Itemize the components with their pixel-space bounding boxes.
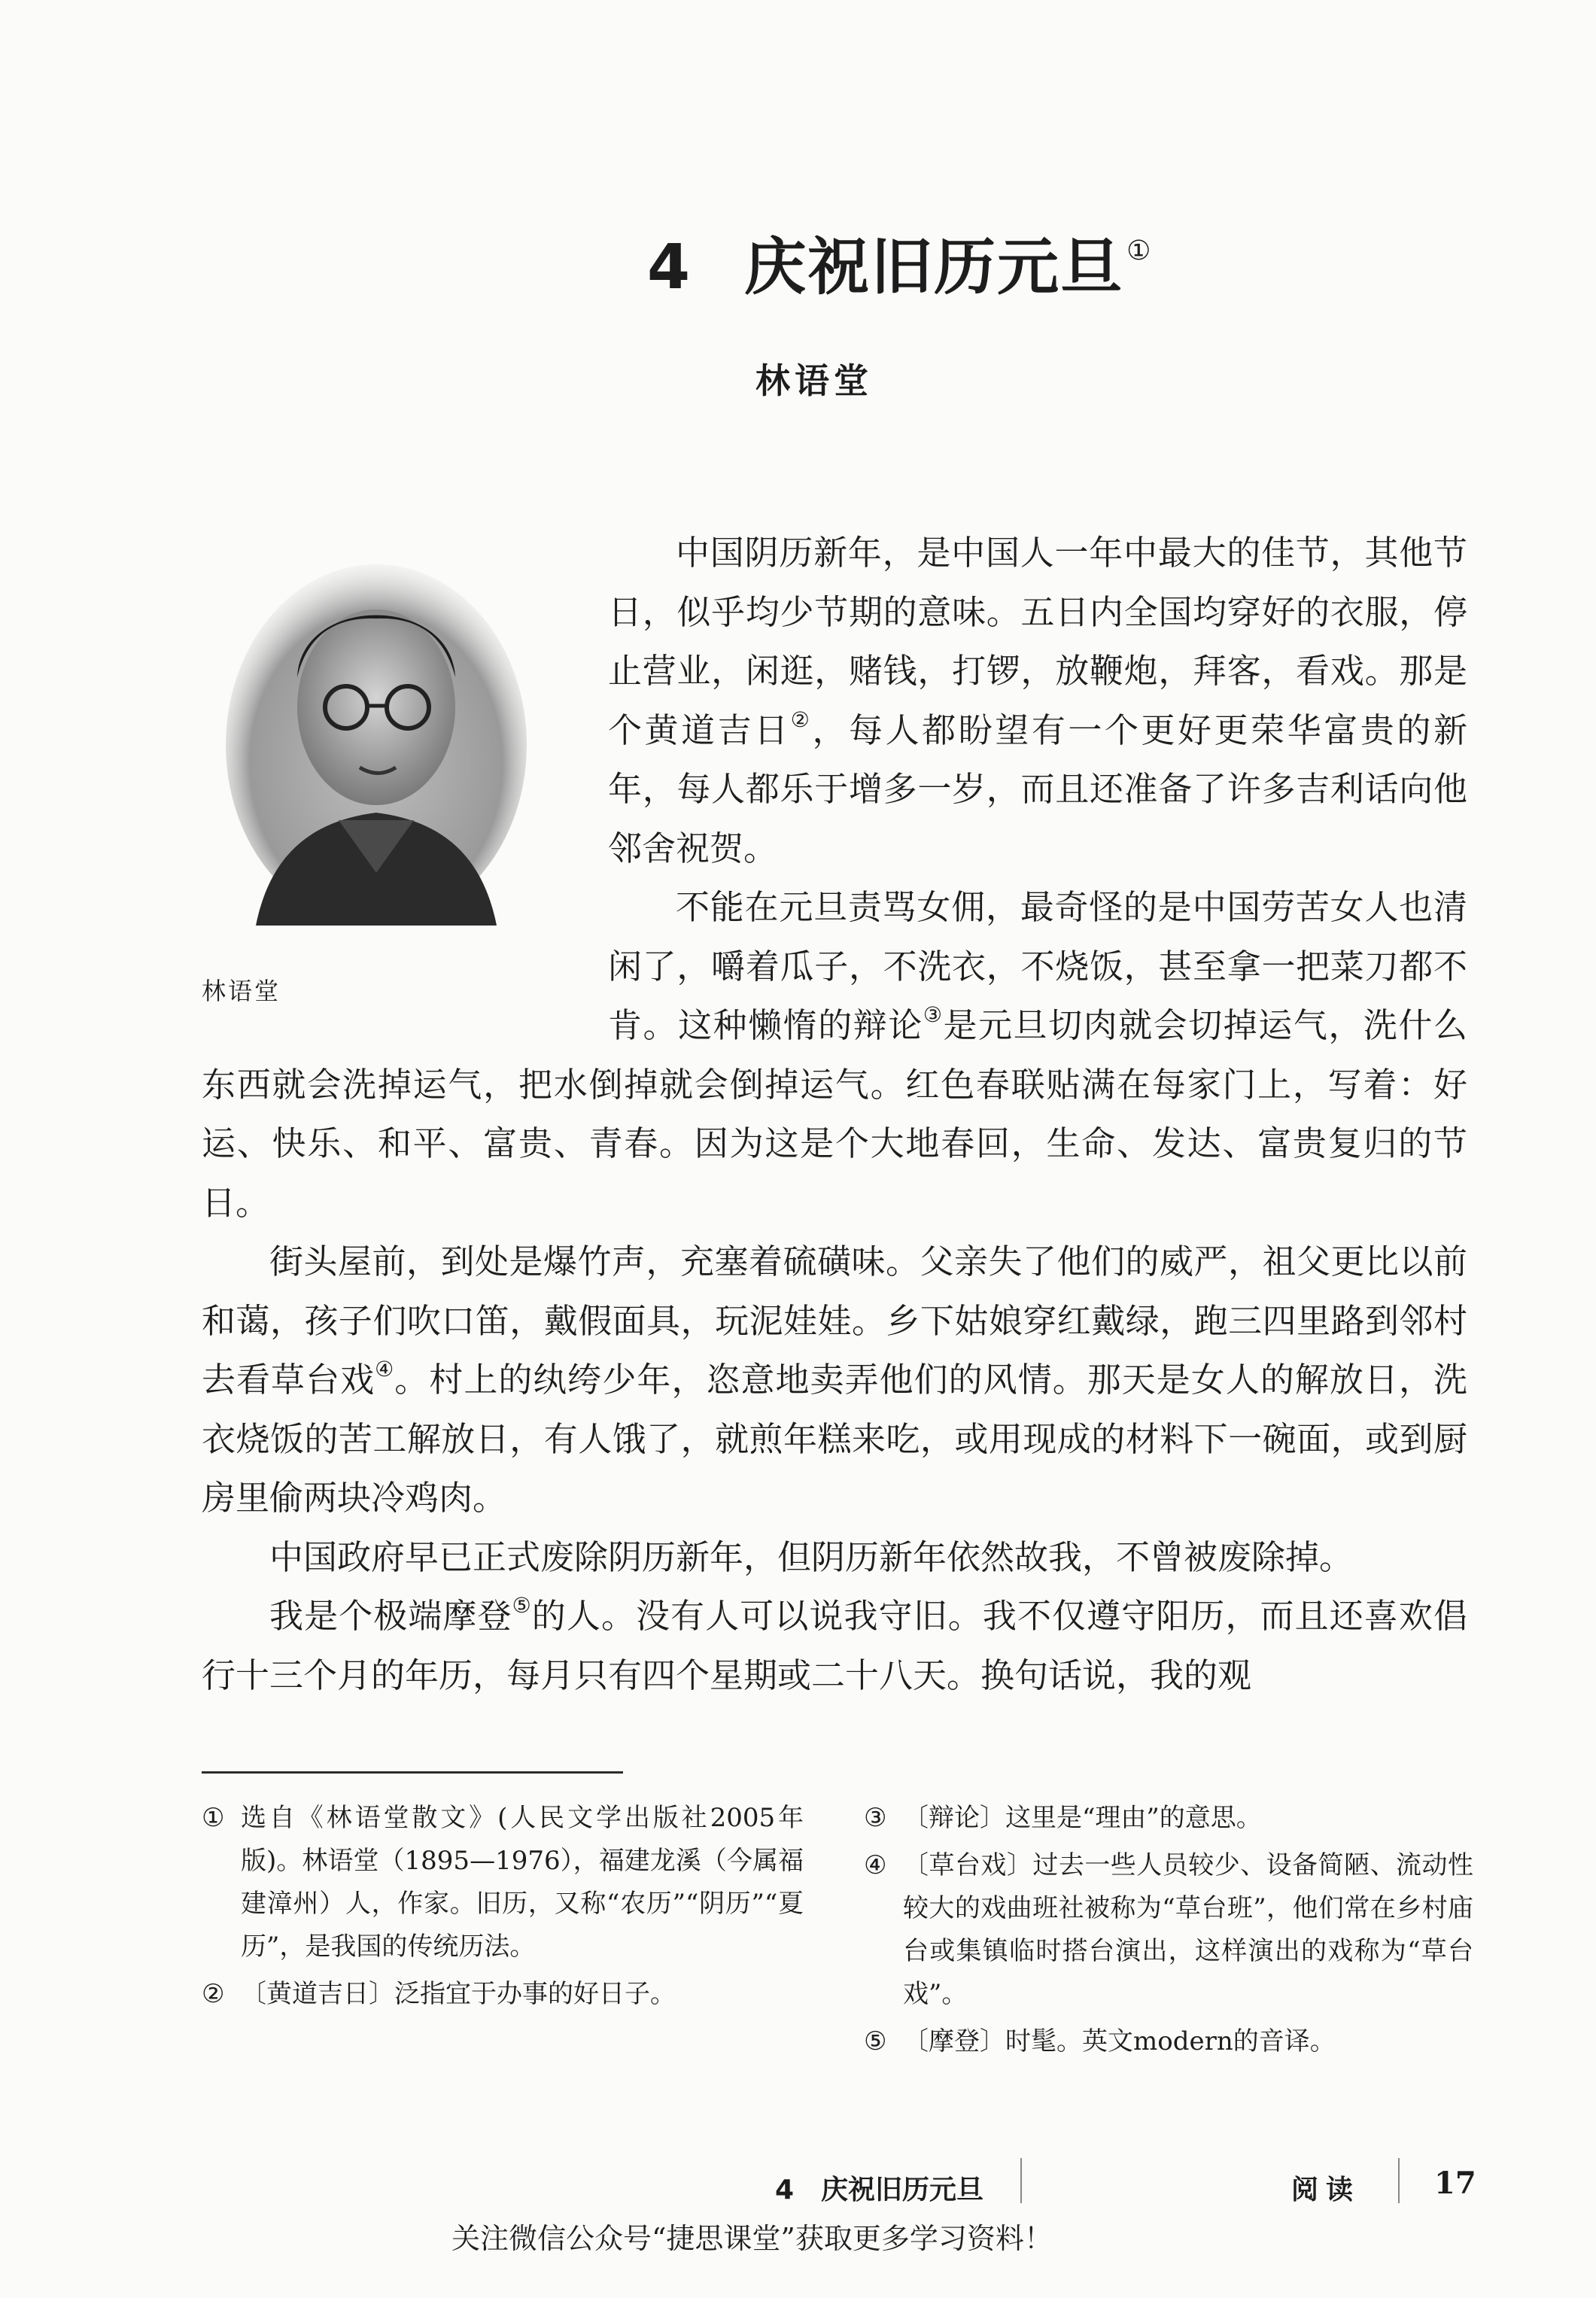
lesson-title-text: 庆祝旧历元旦 [744,232,1124,303]
page-number: 17 [1434,2166,1476,2201]
footnote: ① 选自《林语堂散文》(人民文学出版社2005年版)。林语堂（1895—1976），福建龙溪（今属福建漳州）人，作家。旧历，又称“农历”“阴历”“夏历”，是我国的传统历法。 [202,1797,804,1968]
footnote-mark: ④ [864,1850,887,1880]
footnote-rule [202,1771,623,1774]
paragraph: 街头屋前，到处是爆竹声，充塞着硫磺味。父亲失了他们的威严，祖父更比以前和蔼，孩子们吹口笛，戴假面具，玩泥娃娃。乡下姑娘穿红戴绿，跑三四里路到邻村去看草台戏④。村上的纨绔少年，恣意地卖弄他们的风情。那天是女人的解放日，洗衣烧饭的苦工解放日，有人饿了，就煎年糕来吃，或用现成的材料下一碗面，或到厨房里偷两块冷鸡肉。 [202,1242,1467,1518]
footnote-ref: ③ [923,1002,944,1027]
paragraph: 中国阴历新年，是中国人一年中最大的佳节，其他节日，似乎均少节期的意味。五日内全国均穿好的衣服，停止营业，闲逛，赌钱，打锣，放鞭炮，拜客，看戏。那是个黄道吉日②，每人都盼望有一个更好更荣华富贵的新年，每人都乐于增多一岁，而且还准备了许多吉利话向他邻舍祝贺。 [608,533,1467,868]
paragraph: 中国政府早已正式废除阴历新年，但阴历新年依然故我，不曾被废除掉。 [269,1537,1354,1577]
lesson-number: 4 [647,232,692,303]
portrait-float-space [202,524,608,1050]
footnote: ⑤ 〔摩登〕时髦。英文modern的音译。 [864,2020,1473,2063]
lesson-title [647,218,1152,306]
running-footer-chapter: 4 庆祝旧历元旦 [775,2175,984,2205]
footnote-ref: ⑤ [512,1593,532,1618]
footnote-mark: ③ [864,1803,887,1833]
running-footer-section: 阅读 [1291,2174,1361,2205]
footnotes-left [202,1797,804,2020]
author-name: 林语堂 [755,360,873,401]
paragraph: 我是个极端摩登⑤的人。没有人可以说我守旧。我不仅遵守阳历，而且还喜欢倡行十三个月的年历，每月只有四个星期或二十八天。换句话说，我的观 [202,1593,1467,1695]
paragraph: 不能在元旦责骂女佣，最奇怪的是中国劳苦女人也清闲了，嚼着瓜子，不洗衣，不烧饭，甚至拿一把菜刀都不肯。这种懒惰的辩论③是元旦切肉就会切掉运气，洗什么东西就会洗掉运气，把水倒掉就会倒掉运气。红色春联贴满在每家门上，写着：好运、快乐、和平、富贵、青春。因为这是个大地春回，生命、发达、富贵复归的节日。 [202,887,1467,1223]
footnote: ③ 〔辩论〕这里是“理由”的意思。 [864,1797,1473,1840]
portrait-caption: 林语堂 [202,977,281,1005]
footnote: ② 〔黄道吉日〕泛指宜于办事的好日子。 [202,1973,804,2016]
article-body [202,524,1467,1705]
footer-divider [1020,2158,1022,2203]
footnotes-right [864,1797,1473,2068]
footnote-ref: ④ [375,1357,395,1382]
footer-divider [1398,2158,1400,2203]
footnote-mark: ① [202,1803,225,1833]
footnote-ref: ② [790,707,813,732]
footnote-mark: ⑤ [864,2026,887,2056]
title-footnote-mark: ① [1126,236,1153,266]
footnote-mark: ② [202,1979,225,2009]
footnote: ④ 〔草台戏〕过去一些人员较少、设备简陋、流动性较大的戏曲班社被称为“草台班”，他们常在乡村庙台或集镇临时搭台演出，这样演出的戏称为“草台戏”。 [864,1844,1473,2016]
watermark-text: 关注微信公众号“捷思课堂”获取更多学习资料！ [451,2222,1053,2255]
